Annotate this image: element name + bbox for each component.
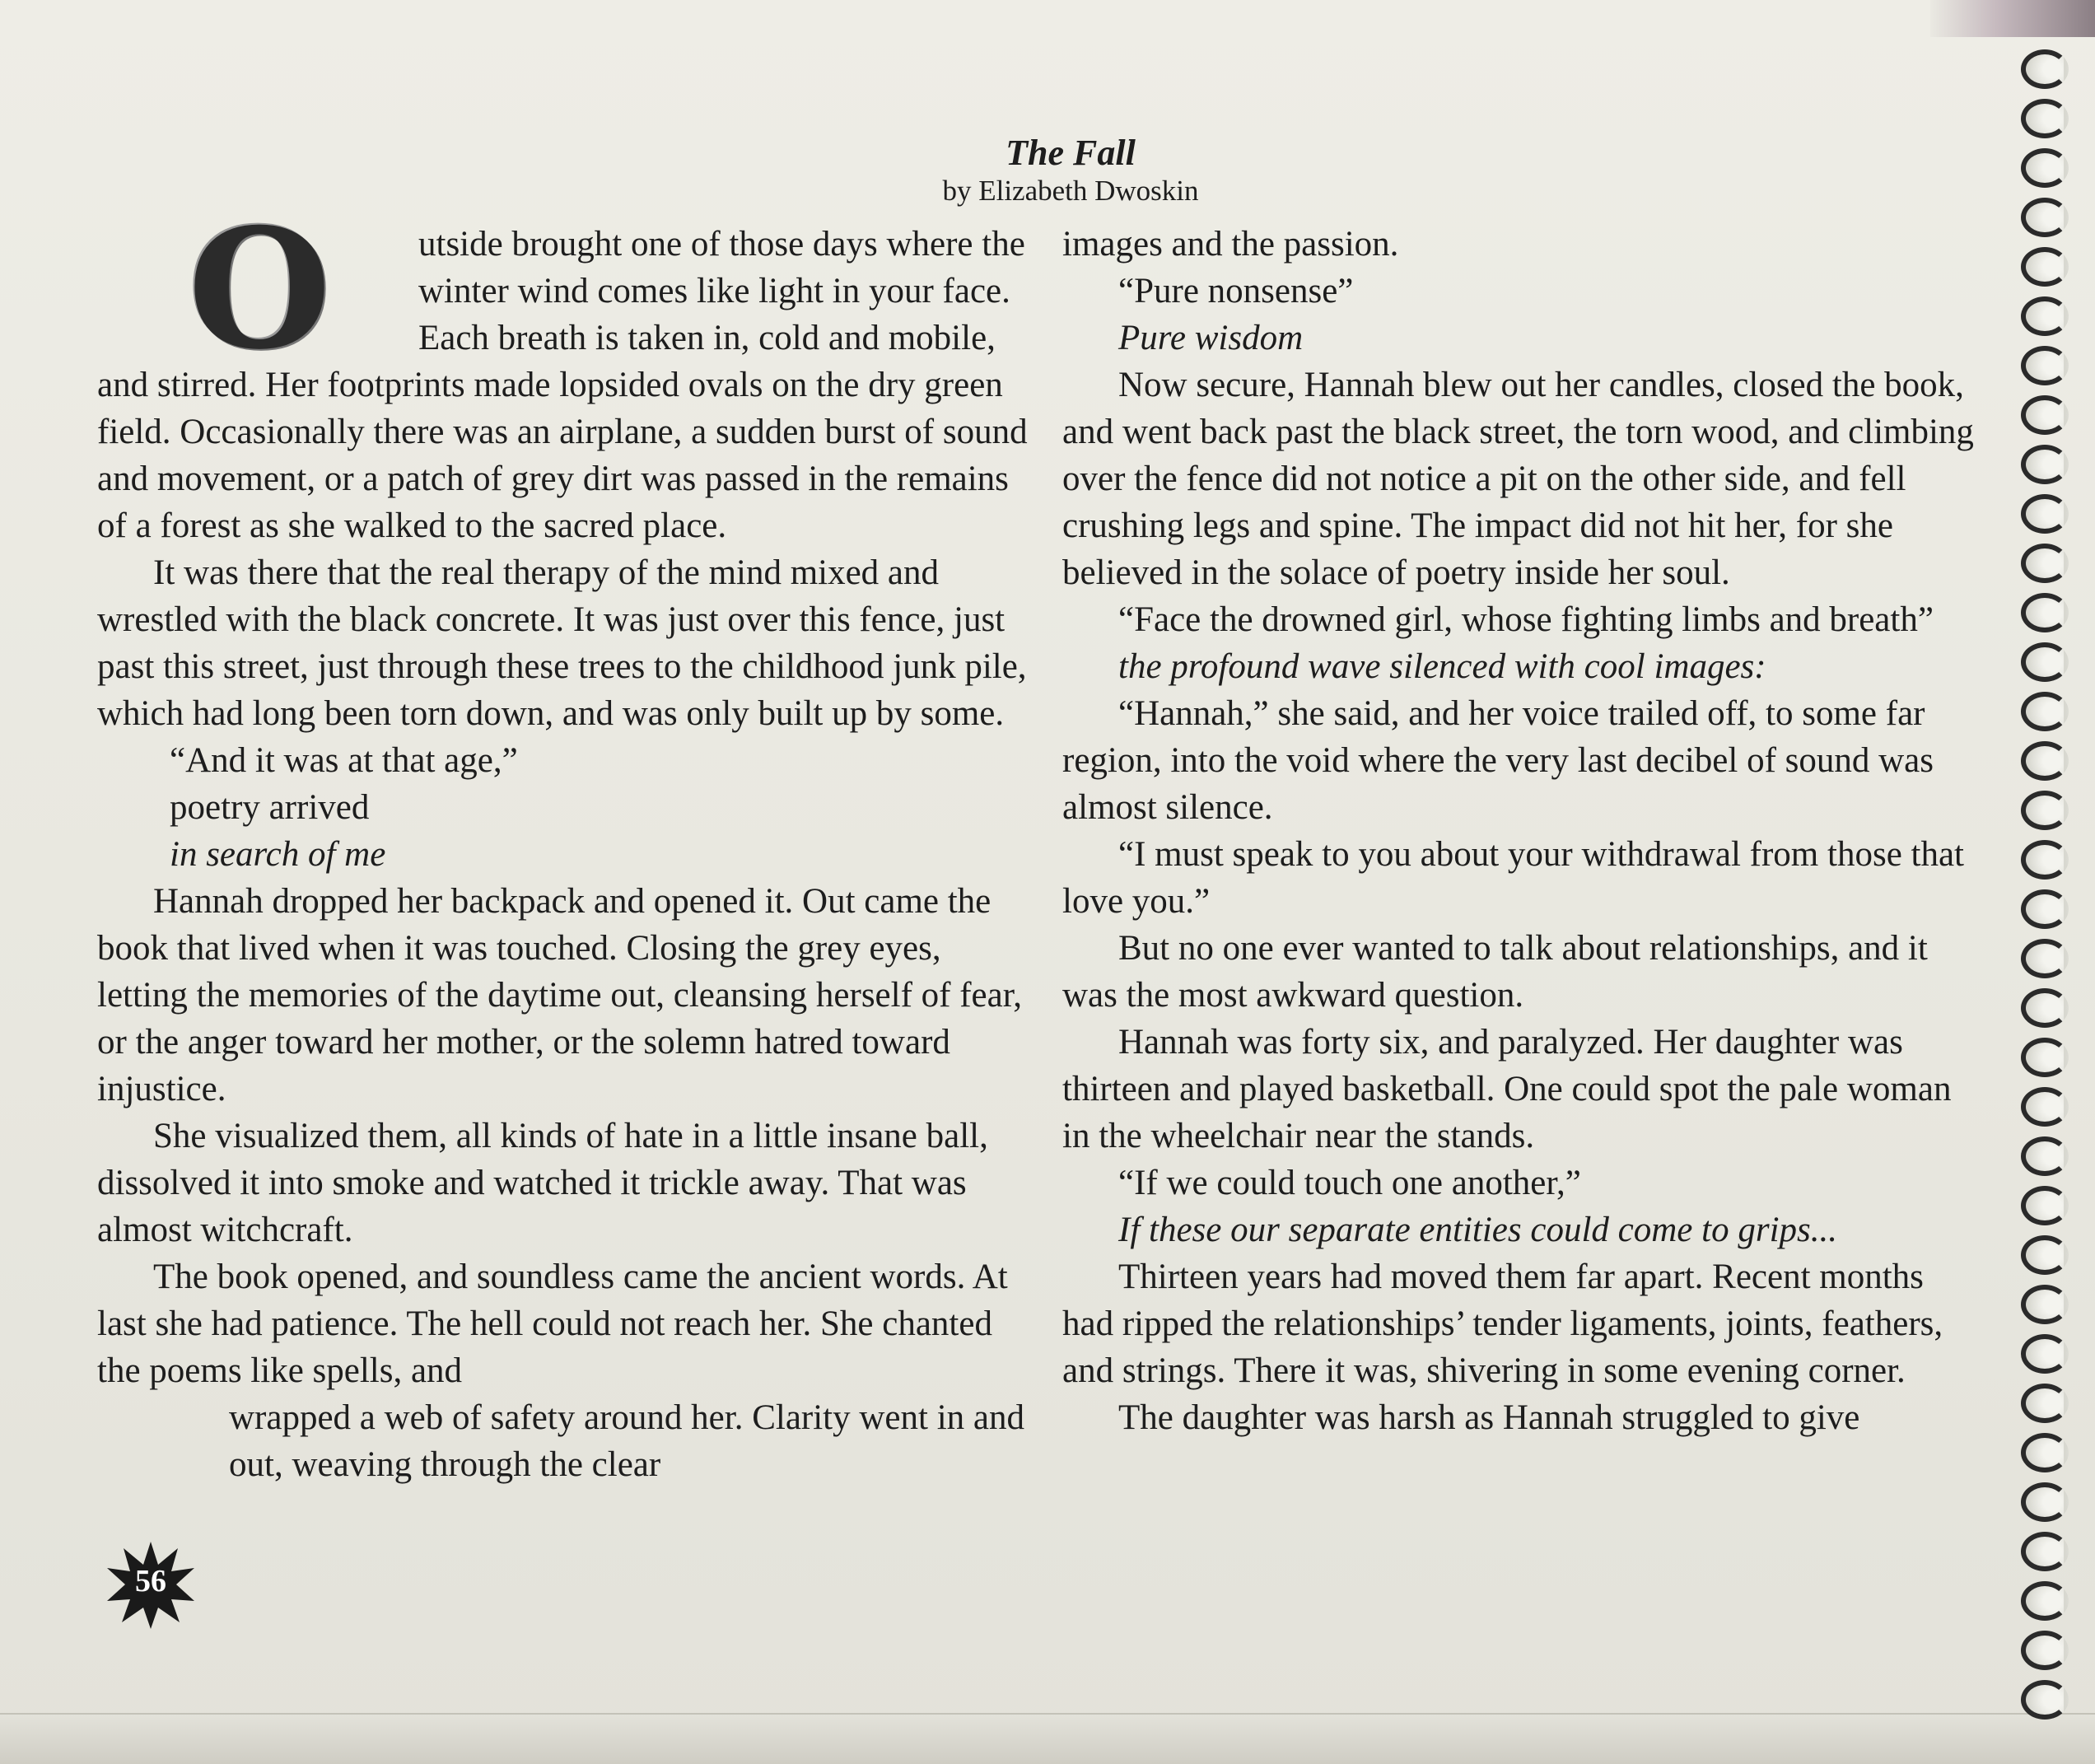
- spiral-ring: [2021, 1186, 2069, 1225]
- drop-cap: O: [188, 193, 332, 386]
- poem-line-italic: If these our separate entities could come to grips...: [1118, 1211, 1837, 1249]
- paragraph-continued: wrapped a web of safety around her. Clarity went in and out, weaving through the clear: [229, 1398, 1024, 1484]
- poem-line-italic: Pure wisdom: [1118, 319, 1304, 357]
- page-edge: [0, 1713, 2095, 1764]
- spiral-ring: [2021, 988, 2069, 1028]
- spiral-ring: [2021, 247, 2069, 287]
- paragraph: Thirteen years had moved them far apart. Recent months had ripped the relationships’ tender ligaments, joints, feathers, and strings. There it was, shivering in some evening corner.: [1062, 1258, 1943, 1390]
- spiral-ring: [2021, 1680, 2069, 1720]
- poem-line-italic: the profound wave silenced with cool images:: [1118, 647, 1766, 686]
- quote-line: “And it was at that age,”: [170, 741, 518, 780]
- spiral-ring: [2021, 840, 2069, 880]
- quote-line: “If we could touch one another,”: [1118, 1164, 1581, 1202]
- paragraph: [97, 193, 1032, 549]
- paragraph: “I must speak to you about your withdrawal from those that love you.”: [1062, 835, 1965, 921]
- paragraph: It was there that the real therapy of the mind mixed and wrestled with the black concrete. It was just over this fence, just past this street, just through these trees to the childhood junk pile, which had long been torn down, and was only built up by some.: [97, 553, 1027, 733]
- right-column: [1062, 221, 1976, 1441]
- spiral-ring: [2021, 198, 2069, 237]
- spiral-ring: [2021, 1235, 2069, 1275]
- page-number: 56: [135, 1564, 166, 1598]
- spiral-ring: [2021, 346, 2069, 385]
- spiral-ring: [2021, 1334, 2069, 1374]
- paragraph: The daughter was harsh as Hannah struggled to give: [1118, 1398, 1860, 1437]
- paragraph: Now secure, Hannah blew out her candles, closed the book, and went back past the black street, the torn wood, and climbing over the fence did not notice a pit on the other side, and fell crushing legs and spine. The impact did not hit her, for she believed in the solace of poetry inside her soul.: [1062, 366, 1974, 592]
- corner-mark: [1930, 0, 2095, 37]
- drop-cap-box: [188, 193, 410, 386]
- spiral-ring: [2021, 791, 2069, 830]
- paragraph: Hannah dropped her backpack and opened it. Out came the book that lived when it was touched. Closing the grey eyes, letting the memories of the daytime out, cleansing herself of fear, or the anger toward her mother, or the solemn hatred toward injustice.: [97, 882, 1023, 1108]
- spiral-ring: [2021, 1038, 2069, 1077]
- page-number-badge: [105, 1540, 196, 1631]
- spiral-binding: [2004, 49, 2095, 1738]
- paragraph: “Hannah,” she said, and her voice trailed off, to some far region, into the void where the very last decibel of sound was almost silence.: [1062, 694, 1934, 827]
- spiral-ring: [2021, 741, 2069, 781]
- spiral-ring: [2021, 1581, 2069, 1621]
- left-column: [97, 193, 1032, 1488]
- spiral-ring: [2021, 1631, 2069, 1670]
- lead-paragraph: utside brought one of those days where the winter wind comes like light in your face. Each breath is taken in, cold and mobile, and stirred. Her footprints made lopsided ovals on the dry green field. Occasionally there was an airplane, a sudden burst of sound and movement, or a patch of grey dirt was passed in the remains of a forest as she walked to the sacred place.: [97, 225, 1028, 545]
- story-byline: by Elizabeth Dwoskin: [942, 175, 1199, 207]
- spiral-ring: [2021, 49, 2069, 89]
- poem-line: poetry arrived: [170, 788, 370, 827]
- paragraph: She visualized them, all kinds of hate in a little insane ball, dissolved it into smoke and watched it trickle away. That was almost witchcraft.: [97, 1117, 988, 1249]
- paragraph: images and the passion.: [1062, 225, 1399, 264]
- spiral-ring: [2021, 544, 2069, 583]
- spiral-ring: [2021, 1136, 2069, 1176]
- spiral-ring: [2021, 692, 2069, 731]
- spiral-ring: [2021, 1433, 2069, 1472]
- spiral-ring: [2021, 1285, 2069, 1324]
- spiral-ring: [2021, 889, 2069, 929]
- spiral-ring: [2021, 99, 2069, 138]
- story-title: The Fall: [1006, 133, 1136, 173]
- spiral-ring: [2021, 642, 2069, 682]
- spiral-ring: [2021, 1087, 2069, 1127]
- spiral-ring: [2021, 1384, 2069, 1423]
- spiral-ring: [2021, 445, 2069, 484]
- spiral-ring: [2021, 148, 2069, 188]
- spiral-ring: [2021, 593, 2069, 632]
- poem-line-italic: in search of me: [170, 835, 386, 874]
- paragraph: The book opened, and soundless came the ancient words. At last she had patience. The hell could not reach her. She chanted the poems like spells, and: [97, 1258, 1008, 1390]
- spiral-ring: [2021, 395, 2069, 435]
- quote-line: “Pure nonsense”: [1118, 272, 1354, 310]
- spiral-ring: [2021, 1482, 2069, 1522]
- paragraph: But no one ever wanted to talk about relationships, and it was the most awkward question.: [1062, 929, 1928, 1015]
- paragraph: “Face the drowned girl, whose fighting limbs and breath”: [1118, 600, 1934, 639]
- spiral-ring: [2021, 939, 2069, 978]
- paragraph: Hannah was forty six, and paralyzed. Her daughter was thirteen and played basketball. One could spot the pale woman in the wheelchair near the stands.: [1062, 1023, 1952, 1155]
- spiral-ring: [2021, 1532, 2069, 1571]
- spiral-ring: [2021, 494, 2069, 534]
- spiral-ring: [2021, 296, 2069, 336]
